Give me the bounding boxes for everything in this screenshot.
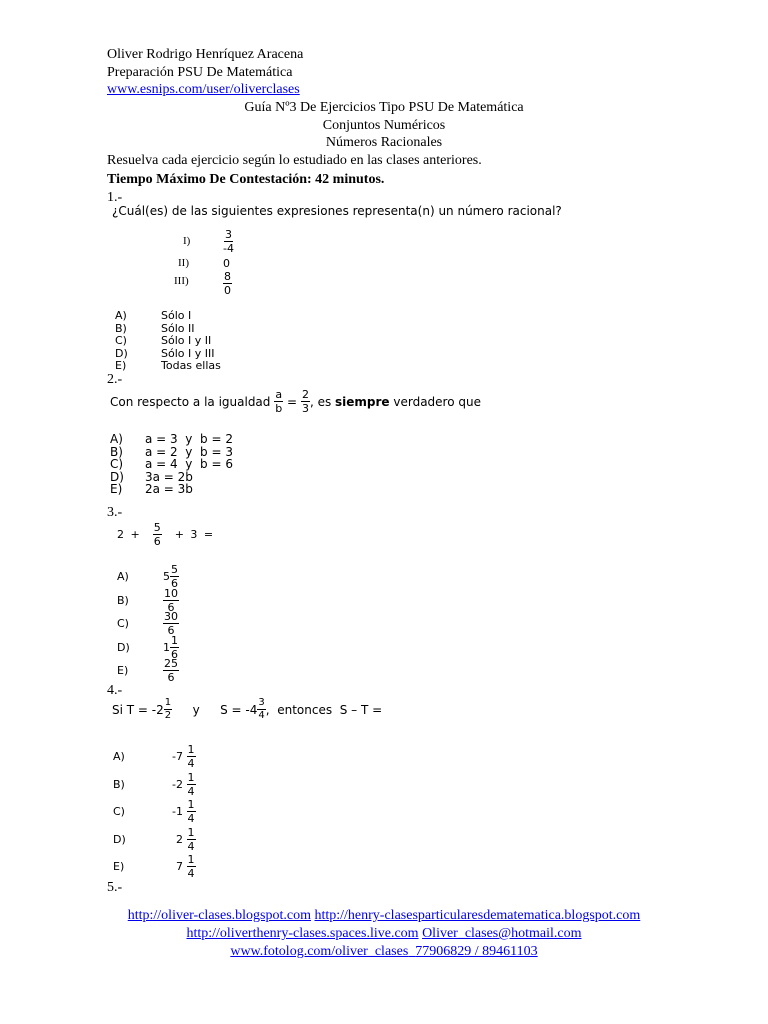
- question-number: 3.-: [107, 505, 123, 520]
- fotolog-link[interactable]: www.fotolog.com/oliver_clases 77906829 / 89461103: [230, 944, 538, 959]
- list-item: E) 7 $\frac{1}{4}$: [113, 853, 195, 881]
- guide-subtopic: Números Racionales: [325, 135, 443, 150]
- question-number: 5.-: [107, 880, 123, 895]
- option-list: [115, 310, 221, 373]
- footer-line-2: [0, 927, 768, 941]
- email-link[interactable]: Oliver_clases@hotmail.com: [422, 926, 582, 941]
- footer-line-1: [0, 909, 768, 923]
- instructions: Resuelva cada ejercicio según lo estudiado en las clases anteriores.: [107, 153, 482, 168]
- list-item: C) a = 4 y b = 6: [110, 457, 233, 471]
- question-expression: 2 + $\frac{5}{6}$ + 3 =: [117, 521, 214, 548]
- question-number: 1.-: [107, 190, 123, 205]
- author-name: Oliver Rodrigo Henríquez Aracena: [107, 47, 304, 62]
- list-item: D) 2 $\frac{1}{4}$: [113, 825, 195, 853]
- option-list: [113, 743, 196, 881]
- option-list: [117, 565, 179, 683]
- list-item: D) Sólo I y III: [115, 346, 215, 360]
- list-item: B) Sólo II: [115, 321, 195, 335]
- list-item: D) 1 $\frac{1}{6}$: [117, 633, 178, 661]
- question-prompt: Con respecto a la igualdad $\frac{a}{b}$ = $\frac{2}{3}$ , es siempre verdadero que: [110, 388, 481, 415]
- list-item: E) Todas ellas: [115, 359, 221, 372]
- question-number: 2.-: [107, 372, 123, 387]
- list-item: A) -7 $\frac{1}{4}$: [113, 743, 195, 771]
- list-item: C) $\frac{30}{6}$: [117, 610, 178, 638]
- esnips-link[interactable]: www.esnips.com/user/oliverclases: [107, 82, 300, 97]
- list-item: D) 3a = 2b: [110, 469, 193, 484]
- list-item: B) a = 2 y b = 3: [110, 444, 233, 459]
- time-limit: Tiempo Máximo De Contestación: 42 minutos.: [107, 172, 385, 187]
- list-item: E) 2a = 3b: [110, 482, 193, 496]
- option-list: [110, 433, 233, 496]
- spaces-link[interactable]: http://oliverthenry-clases.spaces.live.com: [186, 926, 419, 941]
- item-label: II): [178, 257, 189, 269]
- fraction: $\frac{8}{0}$: [224, 270, 231, 297]
- footer-line-3: [0, 945, 768, 959]
- list-item: A) a = 3 y b = 2: [110, 432, 233, 446]
- list-item: C) -1 $\frac{1}{4}$: [113, 798, 195, 826]
- question-number: 4.-: [107, 683, 123, 698]
- guide-topic: Conjuntos Numéricos: [322, 118, 446, 133]
- item-label: I): [183, 235, 191, 247]
- guide-title: Guía Nº3 De Ejercicios Tipo PSU De Matemática: [244, 100, 524, 115]
- list-item: A) 5 $\frac{5}{6}$: [117, 563, 178, 591]
- list-item: A) Sólo I: [115, 309, 192, 322]
- fraction: $\frac{3}{-4}$: [223, 228, 234, 255]
- question-expression: Si T = -2 $\frac{1}{2}$ y S = -4 $\frac{3}{4}$ , entonces S – T =: [112, 697, 383, 721]
- list-item: E) $\frac{25}{6}$: [117, 657, 178, 685]
- blog-link[interactable]: http://henry-clasesparticularesdematematica.blogspot.com: [314, 908, 641, 923]
- subject-line: Preparación PSU De Matemática: [107, 65, 293, 80]
- item-label: III): [174, 275, 189, 287]
- question-prompt: ¿Cuál(es) de las siguientes expresiones representa(n) un número racional?: [112, 204, 562, 218]
- list-item: B) $\frac{10}{6}$: [117, 586, 178, 614]
- list-item: B) -2 $\frac{1}{4}$: [113, 770, 195, 798]
- item-value: 0: [223, 257, 230, 270]
- list-item: C) Sólo I y II: [115, 334, 212, 347]
- blog-link[interactable]: http://oliver-clases.blogspot.com: [127, 908, 311, 923]
